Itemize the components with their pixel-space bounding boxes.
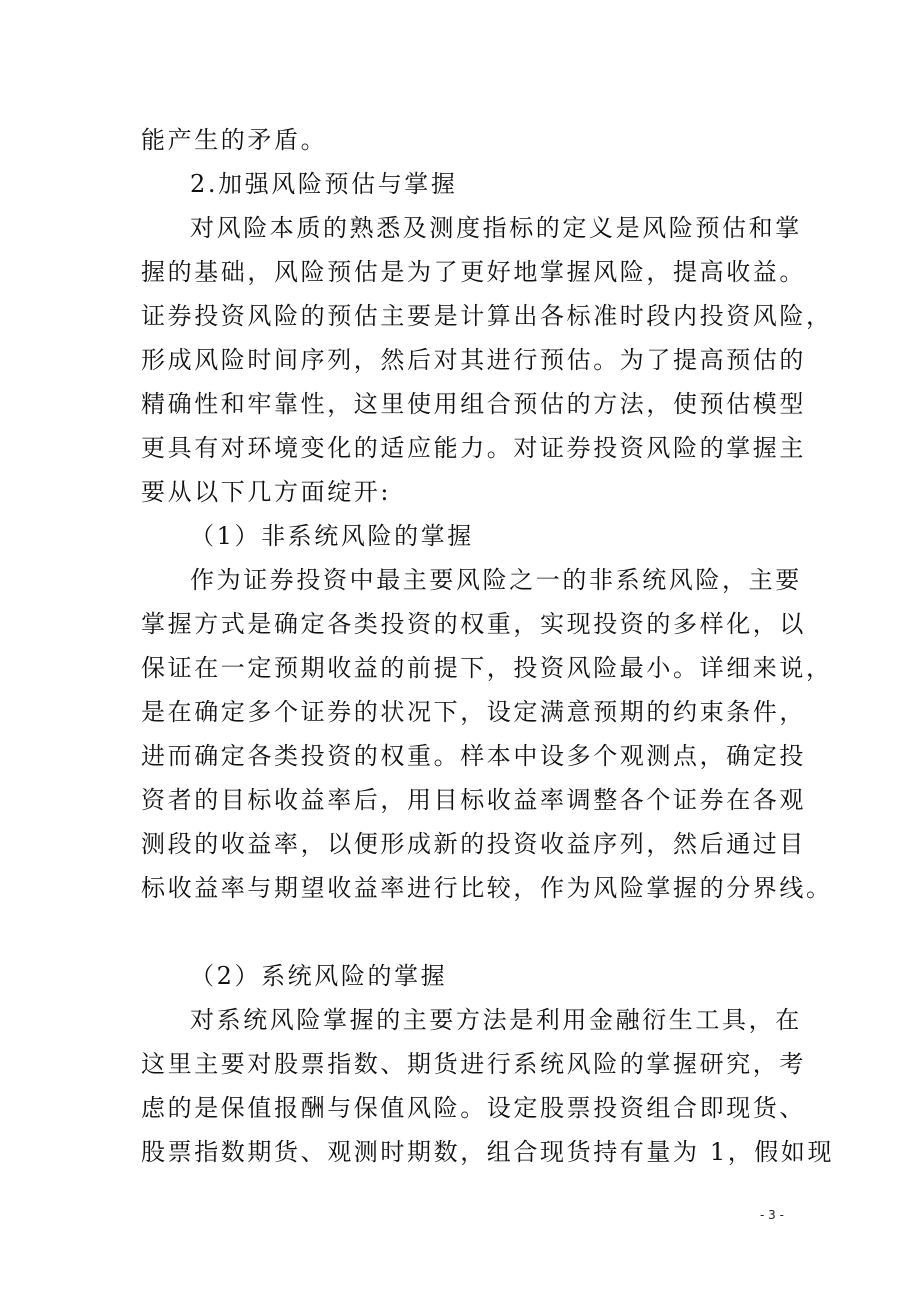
paragraph-line: 虑的是保值报酬与保值风险。设定股票投资组合即现货、 bbox=[141, 1094, 806, 1122]
paragraph-line: 测段的收益率，以便形成新的投资收益序列，然后通过目 bbox=[141, 830, 806, 858]
paragraph-line: 进而确定各类投资的权重。样本中设多个观测点，确定投 bbox=[141, 742, 806, 770]
paragraph-line: 更具有对环境变化的适应能力。对证券投资风险的掌握主 bbox=[141, 434, 806, 462]
paragraph-line: 形成风险时间序列，然后对其进行预估。为了提高预估的 bbox=[141, 346, 806, 374]
paragraph-line: 精确性和牢靠性，这里使用组合预估的方法，使预估模型 bbox=[141, 390, 806, 418]
paragraph-line: 能产生的矛盾。 bbox=[141, 126, 328, 154]
paragraph-line: 握的基础，风险预估是为了更好地掌握风险，提高收益。 bbox=[141, 258, 806, 286]
paragraph-line: 对系统风险掌握的主要方法是利用金融衍生工具，在 bbox=[190, 1006, 802, 1034]
paragraph-line: 作为证券投资中最主要风险之一的非系统风险，主要 bbox=[190, 566, 802, 594]
section-heading: 2.加强风险预估与掌握 bbox=[190, 170, 458, 198]
paragraph-line: 股票指数期货、观测时期数，组合现货持有量为 1，假如现 bbox=[141, 1138, 835, 1166]
subsection-heading: （2）系统风险的掌握 bbox=[190, 962, 448, 990]
paragraph-line: 保证在一定预期收益的前提下，投资风险最小。详细来说， bbox=[141, 654, 833, 682]
page-number: - 3 - bbox=[760, 1208, 784, 1222]
paragraph-line: 是在确定多个证券的状况下，设定满意预期的约束条件， bbox=[141, 698, 806, 726]
paragraph-line: 标收益率与期望收益率进行比较，作为风险掌握的分界线。 bbox=[141, 874, 833, 902]
paragraph-line: 掌握方式是确定各类投资的权重，实现投资的多样化，以 bbox=[141, 610, 806, 638]
paragraph-line: 资者的目标收益率后，用目标收益率调整各个证券在各观 bbox=[141, 786, 806, 814]
paragraph-line: 这里主要对股票指数、期货进行系统风险的掌握研究，考 bbox=[141, 1050, 806, 1078]
paragraph-line: 要从以下几方面绽开: bbox=[141, 478, 392, 506]
subsection-heading: （1）非系统风险的掌握 bbox=[190, 522, 474, 550]
paragraph-line: 对风险本质的熟悉及测度指标的定义是风险预估和掌 bbox=[190, 214, 802, 242]
paragraph-line: 证券投资风险的预估主要是计算出各标准时段内投资风险， bbox=[141, 302, 833, 330]
